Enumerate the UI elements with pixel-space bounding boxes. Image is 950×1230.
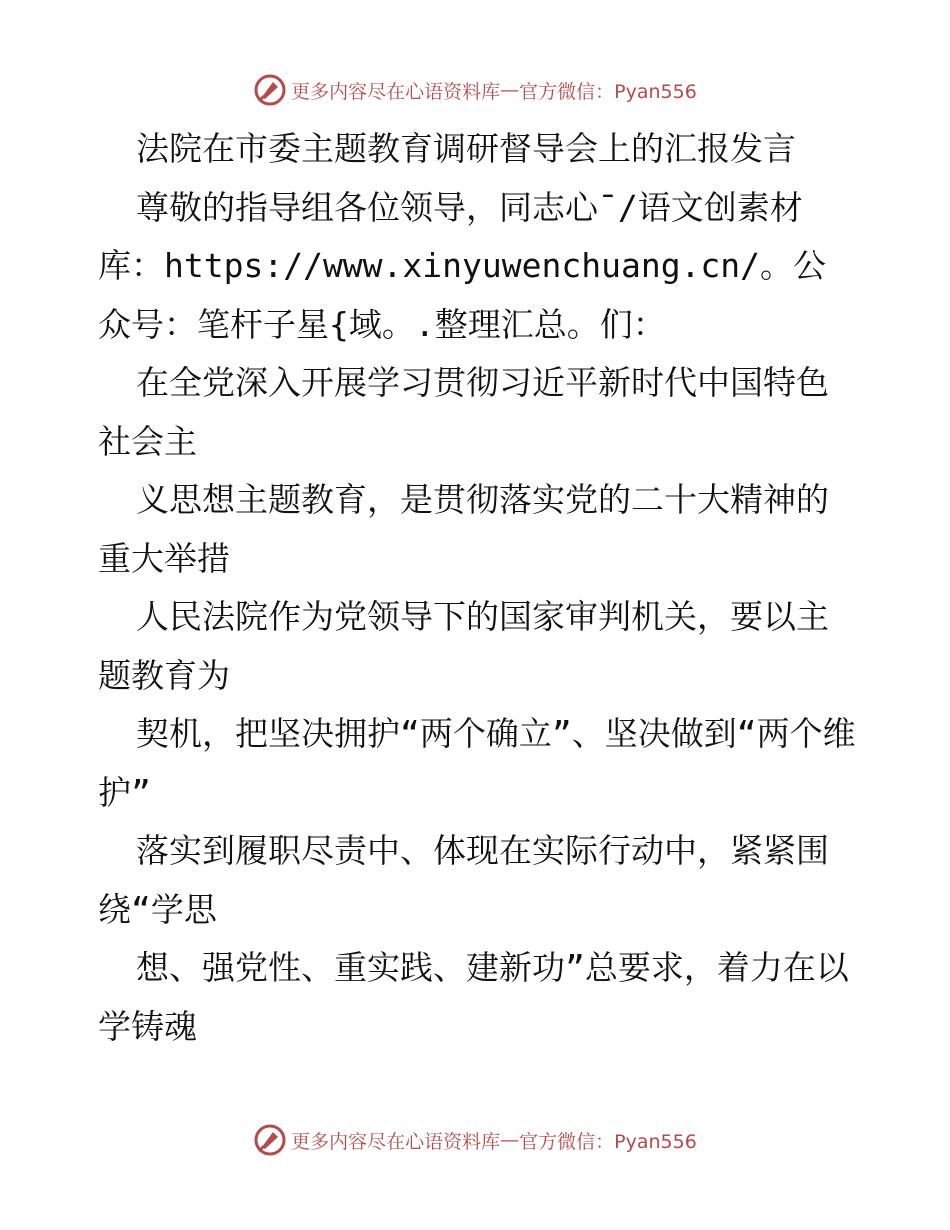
footer-watermark [0,1120,950,1160]
watermark-contact: 官方微信：Pyan556 [519,1130,697,1153]
document-body [98,120,858,1056]
salutation-paragraph: 尊敬的指导组各位领导，同志心¯/语文创素材库：https://www.xinyuwenchuang.cn/。公众号：笔杆子星{域。.整理汇总。们： [98,187,827,344]
body-paragraph: 落实到履职尽责中、体现在实际行动中，紧紧围绕“学思 [98,831,829,929]
watermark-contact: 官方微信：Pyan556 [519,80,697,103]
header-watermark [0,70,950,110]
pen-nib-circle-icon [253,1123,287,1157]
watermark-text: 更多内容尽在心语资料库 [291,1130,501,1153]
document-title: 法院在市委主题教育调研督导会上的汇报发言 [136,129,796,168]
body-paragraph: 义思想主题教育，是贯彻落实党的二十大精神的重大举措 [98,480,829,578]
body-paragraph: 契机，把坚决拥护“两个确立”、坚决做到“两个维护” [98,714,856,812]
body-paragraph: 人民法院作为党领导下的国家审判机关，要以主题教育为 [98,597,829,695]
watermark-dash: — [500,1129,520,1151]
body-paragraph: 在全党深入开展学习贯彻习近平新时代中国特色社会主 [98,363,829,461]
watermark-text: 更多内容尽在心语资料库 [291,80,501,103]
pen-nib-circle-icon [253,73,287,107]
watermark-dash: — [500,79,520,101]
body-paragraph: 想、强党性、重实践、建新功”总要求，着力在以学铸魂 [98,948,849,1046]
